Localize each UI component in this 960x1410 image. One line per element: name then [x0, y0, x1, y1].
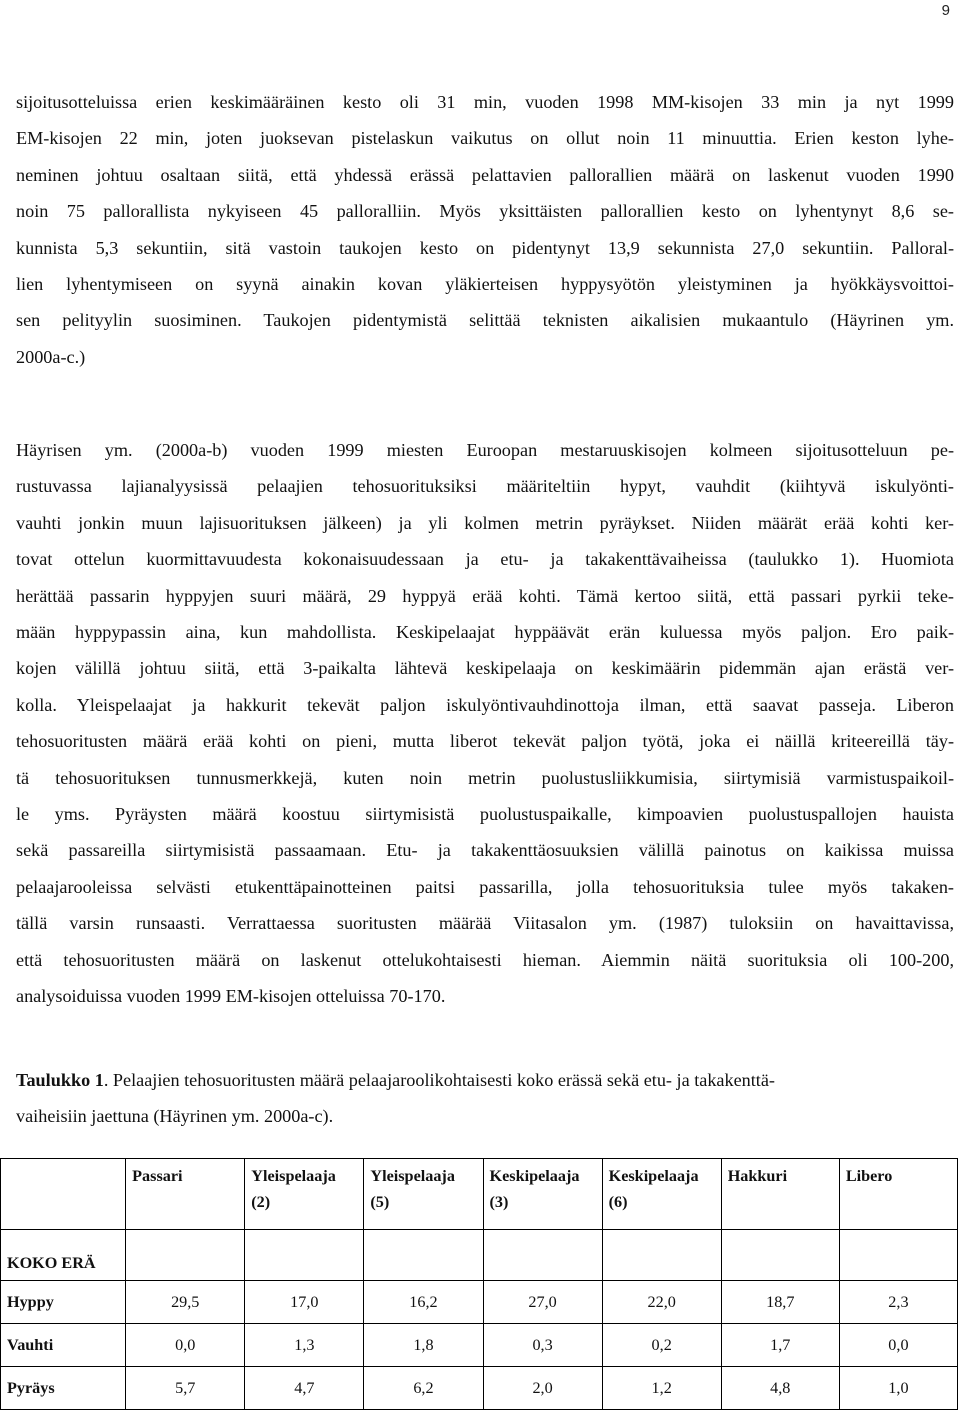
- caption-line: [16, 1062, 954, 1098]
- text-line: 2000a-c.): [16, 346, 86, 367]
- section-label: KOKO ERÄ: [1, 1230, 126, 1281]
- header-cell: Yleispelaaja (2): [245, 1159, 364, 1230]
- table-cell: 0,0: [126, 1324, 245, 1367]
- table-caption: [16, 1062, 954, 1135]
- text-line: kolla. Yleispelaajat ja hakkurit tekevät paljon iskulyöntivauhdinottoja ilman, että saavat passeja. Liberon: [16, 694, 954, 715]
- table-cell: 4,8: [721, 1367, 839, 1410]
- text-line: kojen välillä johtuu siitä, että 3-paikalta lähtevä keskipelaaja on keskimäärin pidemmän ajan erästä ver-: [16, 658, 954, 679]
- table-header-row: [1, 1159, 958, 1230]
- table-cell: 0,3: [483, 1324, 602, 1367]
- table-cell: 1,2: [602, 1367, 721, 1410]
- page-number: 9: [941, 2, 950, 19]
- table-row: [1, 1324, 958, 1367]
- table-cell: 29,5: [126, 1281, 245, 1324]
- table-cell: [245, 1230, 364, 1281]
- text-line: neminen johtuu osaltaan siitä, että yhdessä erässä pelattavien pallorallien määrä on laskenut vuoden 1990: [16, 164, 954, 185]
- text-line: rustuvassa lajianalyysissä pelaajien tehosuorituksiksi määriteltiin hypyt, vauhdit (kiihtyvä iskulyönti-: [16, 476, 954, 497]
- row-label: Hyppy: [1, 1281, 126, 1324]
- table-cell: 5,7: [126, 1367, 245, 1410]
- text-line: sen pelityylin suosiminen. Taukojen pidentymistä selittää teknisten aikalisien mukaantulo (Häyrinen ym.: [16, 310, 954, 331]
- text-line: le yms. Pyräysten määrä koostuu siirtymisistä puolustuspaikalle, kimpoavien puolustuspallojen hauista: [16, 804, 954, 825]
- caption-text: . Pelaajien tehosuoritusten määrä pelaajaroolikohtaisesti koko erässä sekä etu- ja takakenttä-: [103, 1070, 775, 1090]
- table-cell: 16,2: [364, 1281, 483, 1324]
- table-cell: 4,7: [245, 1367, 364, 1410]
- table-cell: [839, 1230, 957, 1281]
- text-line: noin 75 pallorallista nykyiseen 45 palloralliin. Myös yksittäisten pallorallien kesto on lyhentynyt 8,6 se-: [16, 201, 954, 222]
- text-line: pelaajarooleissa selvästi etukenttäpainotteinen paitsi passarilla, jolla tehosuorituksia tulee myös takaken-: [16, 876, 954, 897]
- header-cell: Keskipelaaja (6): [602, 1159, 721, 1230]
- table-cell: 2,3: [839, 1281, 957, 1324]
- table-cell: [364, 1230, 483, 1281]
- text-line: tällä varsin runsaasti. Verrattaessa suoritusten määrää Viitasalon ym. (1987) tuloksiin on havaittavissa,: [16, 913, 954, 934]
- header-cell: Yleispelaaja (5): [364, 1159, 483, 1230]
- text-line: lien lyhentymiseen on syynä ainakin kovan yläkierteisen hyppysyötön yleistyminen ja hyökkäysvoittoi-: [16, 274, 954, 295]
- text-line: EM-kisojen 22 min, joten juoksevan pistelaskun vaikutus on ollut noin 11 minuuttia. Erien keston lyhe-: [16, 128, 954, 149]
- table-cell: 27,0: [483, 1281, 602, 1324]
- table-cell: 1,8: [364, 1324, 483, 1367]
- text-line: tehosuoritusten määrä erää kohti on pieni, mutta liberot tekevät paljon työtä, joka ei näillä kriteereillä täy-: [16, 731, 954, 752]
- table-section-row: [1, 1230, 958, 1281]
- table-cell: 18,7: [721, 1281, 839, 1324]
- header-cell: Libero: [839, 1159, 957, 1230]
- table-cell: 6,2: [364, 1367, 483, 1410]
- table-cell: [721, 1230, 839, 1281]
- table-cell: 0,0: [839, 1324, 957, 1367]
- table-cell: 22,0: [602, 1281, 721, 1324]
- table-cell: 0,2: [602, 1324, 721, 1367]
- text-line: että tehosuoritusten määrä on laskenut ottelukohtaisesti hieman. Aiemmin näitä suorituksia oli 100-200,: [16, 949, 954, 970]
- header-cell: Passari: [126, 1159, 245, 1230]
- table-cell: 2,0: [483, 1367, 602, 1410]
- table-cell: 1,3: [245, 1324, 364, 1367]
- text-line: Häyrisen ym. (2000a-b) vuoden 1999 miesten Euroopan mestaruuskisojen kolmeen sijoitusotteluun pe-: [16, 440, 954, 460]
- table-row: [1, 1281, 958, 1324]
- header-cell: [1, 1159, 126, 1230]
- text-line: analysoiduissa vuoden 1999 EM-kisojen otteluissa 70-170.: [16, 986, 446, 1007]
- caption-line: vaiheisiin jaettuna (Häyrinen ym. 2000a-c).: [16, 1106, 334, 1127]
- table-row: [1, 1367, 958, 1410]
- row-label: Pyräys: [1, 1367, 126, 1410]
- table-cell: [483, 1230, 602, 1281]
- text-line: mään hyppypassin aina, kun mahdollista. Keskipelaajat hyppäävät erän kuluessa myös paljon. Ero paik-: [16, 622, 954, 643]
- text-line: sekä passareilla siirtymisistä passaamaan. Etu- ja takakenttäosuuksien välillä painotus on kaikissa muissa: [16, 840, 954, 861]
- row-label: Vauhti: [1, 1324, 126, 1367]
- text-line: sijoitusotteluissa erien keskimääräinen kesto oli 31 min, vuoden 1998 MM-kisojen 33 min ja nyt 1999: [16, 92, 954, 112]
- table-cell: 1,0: [839, 1367, 957, 1410]
- text-line: kunnista 5,3 sekuntiin, sitä vastoin taukojen kesto on pidentynyt 13,9 sekunnista 27,0 sekuntiin. Palloral-: [16, 237, 954, 258]
- table-cell: 17,0: [245, 1281, 364, 1324]
- body-paragraph-2: [16, 432, 954, 1015]
- text-line: tovat ottelun kuormittavuudesta kokonaisuudessaan ja etu- ja takakenttävaiheissa (taulukko 1). Huomiota: [16, 549, 954, 570]
- data-table: [0, 1158, 958, 1410]
- header-cell: Hakkuri: [721, 1159, 839, 1230]
- caption-label: Taulukko 1: [16, 1070, 104, 1090]
- text-line: tä tehosuorituksen tunnusmerkkejä, kuten noin metrin puolustusliikkumisia, siirtymisiä varmistuspaikoil-: [16, 767, 954, 788]
- header-cell: Keskipelaaja (3): [483, 1159, 602, 1230]
- text-line: vauhti jonkin muun lajisuorituksen jälkeen) ja yli kolmen metrin pyräykset. Niiden määrät erää kohti ker-: [16, 512, 954, 533]
- table-cell: [602, 1230, 721, 1281]
- text-line: herättää passarin hyppyjen suuri määrä, 29 hyppyä erää kohti. Tämä kertoo siitä, että passari pyrkii teke-: [16, 585, 954, 606]
- body-paragraph-1: [16, 84, 954, 375]
- table-cell: 1,7: [721, 1324, 839, 1367]
- table-cell: [126, 1230, 245, 1281]
